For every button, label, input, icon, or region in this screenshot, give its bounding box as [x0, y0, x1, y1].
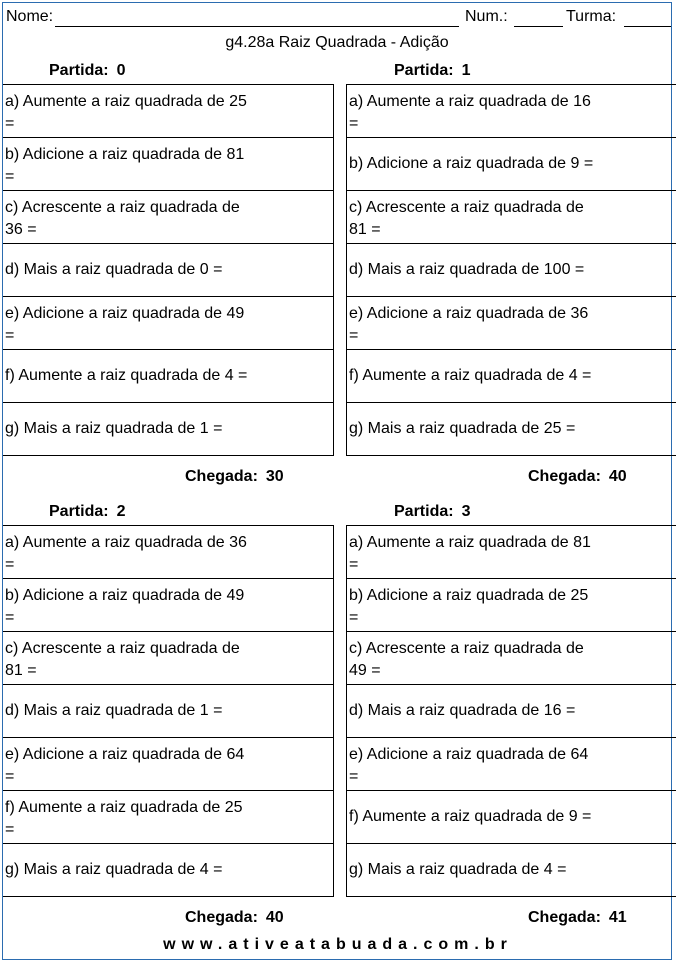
start-label [394, 503, 470, 521]
exercise-text: a) Aumente a raiz quadrada de 25 = [5, 93, 247, 132]
exercise-row [347, 138, 676, 191]
exercise-text: c) Acrescente a raiz quadrada de 49 = [349, 640, 584, 679]
exercise-text: b) Adicione a raiz quadrada de 9 = [349, 155, 594, 172]
exercise-row [3, 297, 333, 350]
exercise-row [3, 191, 333, 244]
exercise-row [3, 526, 333, 579]
exercise-row [347, 632, 676, 685]
exercise-text: e) Adicione a raiz quadrada de 64 = [349, 746, 589, 785]
exercise-text: d) Mais a raiz quadrada de 16 = [349, 702, 576, 719]
class-line [624, 26, 671, 27]
end-text: Chegada: [185, 468, 258, 485]
exercise-row [347, 191, 676, 244]
end-value: 40 [265, 909, 284, 926]
end-label [528, 468, 627, 486]
start-label [49, 503, 125, 521]
exercise-text: f) Aumente a raiz quadrada de 4 = [5, 367, 248, 384]
exercise-text: a) Aumente a raiz quadrada de 16 = [349, 93, 591, 132]
exercise-row [347, 738, 676, 791]
exercise-row [347, 685, 676, 738]
exercise-text: g) Mais a raiz quadrada de 4 = [5, 861, 223, 878]
exercise-text: b) Adicione a raiz quadrada de 81 = [5, 146, 245, 185]
exercise-text: g) Mais a raiz quadrada de 4 = [349, 861, 567, 878]
exercise-text: g) Mais a raiz quadrada de 1 = [5, 420, 223, 437]
end-value: 30 [265, 468, 284, 485]
exercise-text: a) Aumente a raiz quadrada de 81 = [349, 534, 591, 573]
student-info-header [3, 6, 671, 26]
exercise-row [347, 85, 676, 138]
start-label [49, 62, 125, 80]
start-value: 1 [461, 62, 471, 79]
exercise-row [3, 844, 333, 897]
exercise-text: f) Aumente a raiz quadrada de 9 = [349, 808, 592, 825]
worksheet-title: g4.28a Raiz Quadrada - Adição [225, 34, 449, 51]
exercise-row [3, 138, 333, 191]
exercise-row [3, 632, 333, 685]
exercise-text: e) Adicione a raiz quadrada de 36 = [349, 305, 589, 344]
end-text: Chegada: [528, 468, 601, 485]
number-label: Num.: [465, 8, 508, 25]
end-label [528, 909, 627, 927]
start-text: Partida: [49, 503, 109, 520]
exercise-text: e) Adicione a raiz quadrada de 49 = [5, 305, 245, 344]
exercise-text: g) Mais a raiz quadrada de 25 = [349, 420, 576, 437]
exercise-text: d) Mais a raiz quadrada de 1 = [5, 702, 223, 719]
start-label [394, 62, 470, 80]
start-text: Partida: [394, 503, 454, 520]
start-value: 0 [116, 62, 126, 79]
exercise-row [3, 791, 333, 844]
exercise-list [346, 84, 676, 456]
exercise-text: d) Mais a raiz quadrada de 100 = [349, 261, 585, 278]
exercise-text: b) Adicione a raiz quadrada de 49 = [5, 587, 245, 626]
exercise-text: a) Aumente a raiz quadrada de 36 = [5, 534, 247, 573]
exercise-list [3, 525, 334, 897]
exercise-text: c) Acrescente a raiz quadrada de 81 = [5, 640, 240, 679]
class-label: Turma: [566, 8, 617, 25]
exercise-row [347, 791, 676, 844]
end-value: 40 [608, 468, 627, 485]
name-line [55, 26, 459, 27]
number-line [514, 26, 563, 27]
end-value: 41 [608, 909, 627, 926]
exercise-row [347, 844, 676, 897]
exercise-text: f) Aumente a raiz quadrada de 25 = [5, 799, 243, 838]
name-label: Nome: [6, 8, 54, 25]
exercise-text: e) Adicione a raiz quadrada de 64 = [5, 746, 245, 785]
exercise-text: d) Mais a raiz quadrada de 0 = [5, 261, 223, 278]
exercise-row [3, 244, 333, 297]
exercise-text: c) Acrescente a raiz quadrada de 36 = [5, 199, 240, 238]
exercise-row [3, 579, 333, 632]
exercise-row [347, 526, 676, 579]
exercise-row [347, 350, 676, 403]
end-label [185, 909, 284, 927]
end-label [185, 468, 284, 486]
exercise-list [346, 525, 676, 897]
exercise-text: b) Adicione a raiz quadrada de 25 = [349, 587, 589, 626]
start-value: 3 [461, 503, 471, 520]
site-footer: www.ativeatabuada.com.br [163, 936, 513, 953]
start-value: 2 [116, 503, 126, 520]
exercise-row [347, 579, 676, 632]
exercise-text: c) Acrescente a raiz quadrada de 81 = [349, 199, 584, 238]
exercise-row [3, 685, 333, 738]
start-text: Partida: [394, 62, 454, 79]
end-text: Chegada: [185, 909, 258, 926]
start-text: Partida: [49, 62, 109, 79]
exercise-row [347, 244, 676, 297]
end-text: Chegada: [528, 909, 601, 926]
exercise-row [3, 738, 333, 791]
exercise-text: f) Aumente a raiz quadrada de 4 = [349, 367, 592, 384]
exercise-list [3, 84, 334, 456]
exercise-row [347, 297, 676, 350]
exercise-row [3, 85, 333, 138]
exercise-row [3, 403, 333, 456]
exercise-row [3, 350, 333, 403]
exercise-row [347, 403, 676, 456]
